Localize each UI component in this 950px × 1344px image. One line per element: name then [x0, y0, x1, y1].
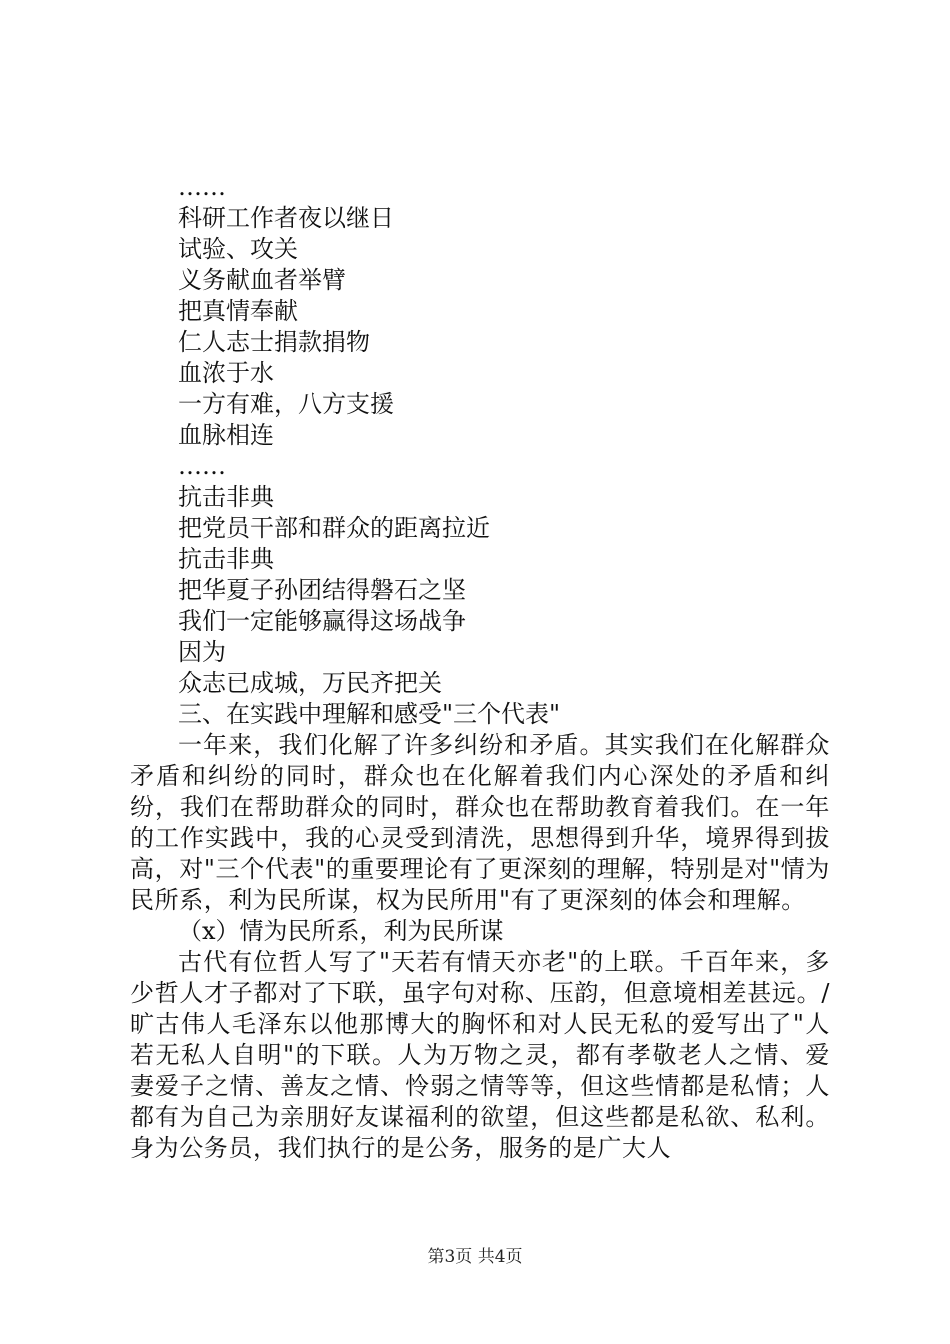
poem-line: 试验、攻关	[178, 235, 298, 263]
section-heading: 三、在实践中理解和感受"三个代表"	[178, 700, 561, 728]
poem-line: 把党员干部和群众的距离拉近	[178, 514, 490, 542]
document-body	[130, 172, 830, 1164]
poem-line: 科研工作者夜以继日	[178, 204, 394, 232]
poem-line: 因为	[178, 638, 226, 666]
poem-line: 抗击非典	[178, 483, 274, 511]
poem-line: ……	[178, 452, 226, 480]
poem-line: 把华夏子孙团结得磐石之坚	[178, 576, 466, 604]
paragraph: 古代有位哲人写了"天若有情天亦老"的上联。千百年来，多少哲人才子都对了下联，虽字句对称、压韵，但意境相差甚远。/旷古伟人毛泽东以他那博大的胸怀和对人民无私的爱写出了"人若无私人自明"的下联。人为万物之灵，都有孝敬老人之情、爱妻爱子之情、善友之情、怜弱之情等等，但这些情都是私情；人都有为自己为亲朋好友谋福利的欲望，但这些都是私欲、私利。身为公务员，我们执行的是公务，服务的是广大人	[130, 948, 830, 1162]
page-footer: 第3页 共4页	[427, 1247, 523, 1267]
paragraph: 一年来，我们化解了许多纠纷和矛盾。其实我们在化解群众矛盾和纠纷的同时，群众也在化解着我们内心深处的矛盾和纠纷，我们在帮助群众的同时，群众也在帮助教育着我们。在一年的工作实践中，我的心灵受到清洗，思想得到升华，境界得到拔高，对"三个代表"的重要理论有了更深刻的理解，特别是对"情为民所系，利为民所谋，权为民所用"有了更深刻的体会和理解。	[130, 731, 830, 914]
poem-line: 血脉相连	[178, 421, 274, 449]
poem-line: 仁人志士捐款捐物	[178, 328, 370, 356]
subsection-heading: （x）情为民所系，利为民所谋	[178, 917, 504, 945]
poem-line: 义务献血者举臂	[178, 266, 346, 294]
poem-line: 一方有难，八方支援	[178, 390, 394, 418]
poem-line: 把真情奉献	[178, 297, 298, 325]
poem-line: 众志已成城，万民齐把关	[178, 669, 442, 697]
poem-line: ……	[178, 173, 226, 201]
poem-line: 血浓于水	[178, 359, 274, 387]
poem-line: 我们一定能够赢得这场战争	[178, 607, 466, 635]
poem-line: 抗击非典	[178, 545, 274, 573]
